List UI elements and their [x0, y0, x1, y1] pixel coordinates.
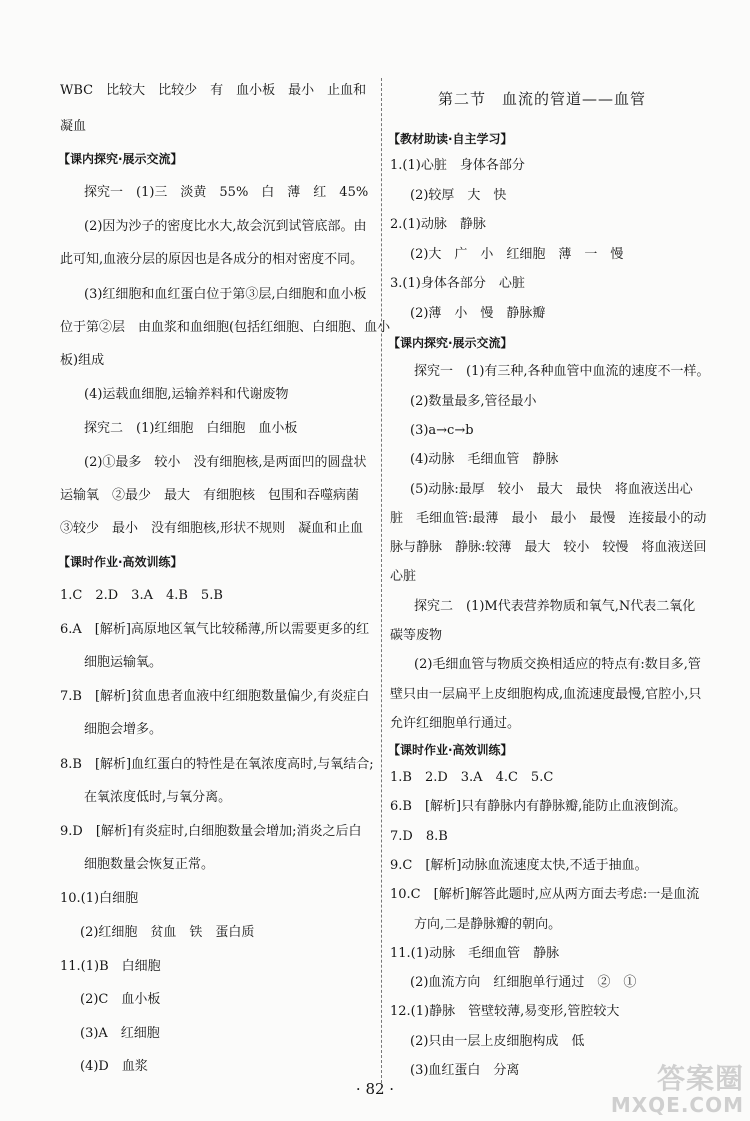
text-line: (2)只由一层上皮细胞构成 低 — [410, 1034, 585, 1049]
text-line: 10.(1)白细胞 — [60, 891, 139, 906]
text-line: 探究一 (1)三 淡黄 55% 白 薄 红 45% — [84, 185, 369, 200]
text-line: (4)D 血浆 — [80, 1059, 148, 1074]
text-line: 在氧浓度低时,与氧分离。 — [84, 790, 232, 805]
text-line: 7.B [解析]贫血患者血液中红细胞数量偏少,有炎症白 — [60, 689, 370, 704]
text-line: 凝血 — [60, 119, 87, 134]
text-line: 脏 毛细血管:最薄 最小 最小 最慢 连接最小的动 — [390, 511, 707, 526]
text-line: 位于第②层 由血浆和血细胞(包括红细胞、白细胞、血小 — [60, 320, 391, 335]
text-line: (2)因为沙子的密度比水大,故会沉到试管底部。由 — [84, 219, 367, 234]
text-line: (3)a→c→b — [410, 423, 474, 438]
text-line: (4)运载血细胞,运输养料和代谢废物 — [84, 387, 289, 402]
text-line: 碳等废物 — [390, 628, 443, 643]
column-divider — [381, 78, 382, 1083]
text-line: 9.C [解析]动脉血流速度太快,不适于抽血。 — [390, 858, 648, 873]
text-line: 6.B [解析]只有静脉内有静脉瓣,能防止血液倒流。 — [390, 799, 687, 814]
text-line: 细胞数量会恢复正常。 — [84, 857, 215, 872]
text-line: (4)动脉 毛细血管 静脉 — [410, 452, 559, 467]
section-header: 【课内探究·展示交流】 — [388, 336, 513, 350]
text-line: 8.B [解析]血红蛋白的特性是在氧浓度高时,与氧结合; — [60, 757, 374, 772]
text-line: 方向,二是静脉瓣的朝向。 — [414, 917, 562, 932]
text-line: 板)组成 — [60, 353, 105, 368]
text-line: (2)数量最多,管径最小 — [410, 394, 537, 409]
text-line: 11.(1)动脉 毛细血管 静脉 — [390, 946, 560, 961]
text-line: WBC 比较大 比较少 有 血小板 最小 止血和 — [60, 83, 367, 98]
text-line: 9.D [解析]有炎症时,白细胞数量会增加;消炎之后白 — [60, 824, 362, 839]
text-line: 允许红细胞单行通过。 — [390, 716, 521, 731]
text-line: 1.B 2.D 3.A 4.C 5.C — [390, 770, 554, 785]
watermark-logo — [594, 1057, 744, 1117]
page-number: · 82 · — [355, 1080, 395, 1098]
text-line: (2)血流方向 红细胞单行通过 ② ① — [410, 975, 637, 990]
text-line: 心脏 — [390, 569, 417, 584]
text-line: 12.(1)静脉 管壁较薄,易变形,管腔较大 — [390, 1004, 620, 1019]
section-header: 【教材助读·自主学习】 — [388, 132, 513, 146]
section-header: 【课时作业·高效训练】 — [388, 743, 513, 757]
text-line: 细胞会增多。 — [84, 722, 163, 737]
text-line: 探究二 (1)M代表营养物质和氧气,N代表二氧化 — [414, 599, 696, 614]
text-line: (3)A 红细胞 — [80, 1026, 160, 1041]
text-line: 此可知,血液分层的原因也是各成分的相对密度不同。 — [60, 252, 364, 267]
text-line: (2)较厚 大 快 — [410, 188, 507, 203]
text-line: 2.(1)动脉 静脉 — [390, 217, 486, 232]
text-line: (3)血红蛋白 分离 — [410, 1063, 520, 1078]
text-line: (2)C 血小板 — [80, 992, 161, 1007]
text-line: (5)动脉:最厚 较小 最大 最快 将血液送出心 — [410, 482, 693, 497]
text-line: 运输氧 ②最少 最大 有细胞核 包围和吞噬病菌 — [60, 488, 360, 503]
text-line: 1.(1)心脏 身体各部分 — [390, 158, 525, 173]
watermark-url: MXQE.COM — [610, 1093, 744, 1117]
text-line: 11.(1)B 白细胞 — [60, 959, 161, 974]
text-line: 脉与静脉 静脉:较薄 最大 较小 较慢 将血液送回 — [390, 540, 707, 555]
text-line: (2)薄 小 慢 静脉瓣 — [410, 306, 546, 321]
text-line: 探究一 (1)有三种,各种血管中血流的速度不一样。 — [414, 364, 710, 379]
text-line: 1.C 2.D 3.A 4.B 5.B — [60, 588, 223, 603]
text-line: (2)红细胞 贫血 铁 蛋白质 — [80, 925, 255, 940]
text-line: (3)红细胞和血红蛋白位于第③层,白细胞和血小板 — [84, 287, 367, 302]
section-title: 第二节 血流的管道——血管 — [438, 90, 647, 108]
text-line: ③较少 最小 没有细胞核,形状不规则 凝血和止血 — [60, 521, 364, 536]
text-line: (2)大 广 小 红细胞 薄 一 慢 — [410, 247, 624, 262]
text-line: 探究二 (1)红细胞 白细胞 血小板 — [84, 421, 298, 436]
watermark-text: 答案圈 — [656, 1062, 744, 1095]
text-line: 7.D 8.B — [390, 829, 448, 844]
section-header: 【课时作业·高效训练】 — [58, 555, 183, 569]
text-line: 6.A [解析]高原地区氧气比较稀薄,所以需要更多的红 — [60, 622, 370, 637]
text-line: (2)①最多 较小 没有细胞核,是两面凹的圆盘状 — [84, 455, 367, 470]
text-line: 3.(1)身体各部分 心脏 — [390, 276, 525, 291]
text-line: (2)毛细血管与物质交换相适应的特点有:数目多,管 — [414, 657, 701, 672]
text-line: 壁只由一层扁平上皮细胞构成,血流速度最慢,官腔小,只 — [390, 687, 702, 702]
text-line: 10.C [解析]解答此题时,应从两方面去考虑:一是血流 — [390, 887, 700, 902]
section-header: 【课内探究·展示交流】 — [58, 152, 183, 166]
text-line: 细胞运输氧。 — [84, 655, 163, 670]
